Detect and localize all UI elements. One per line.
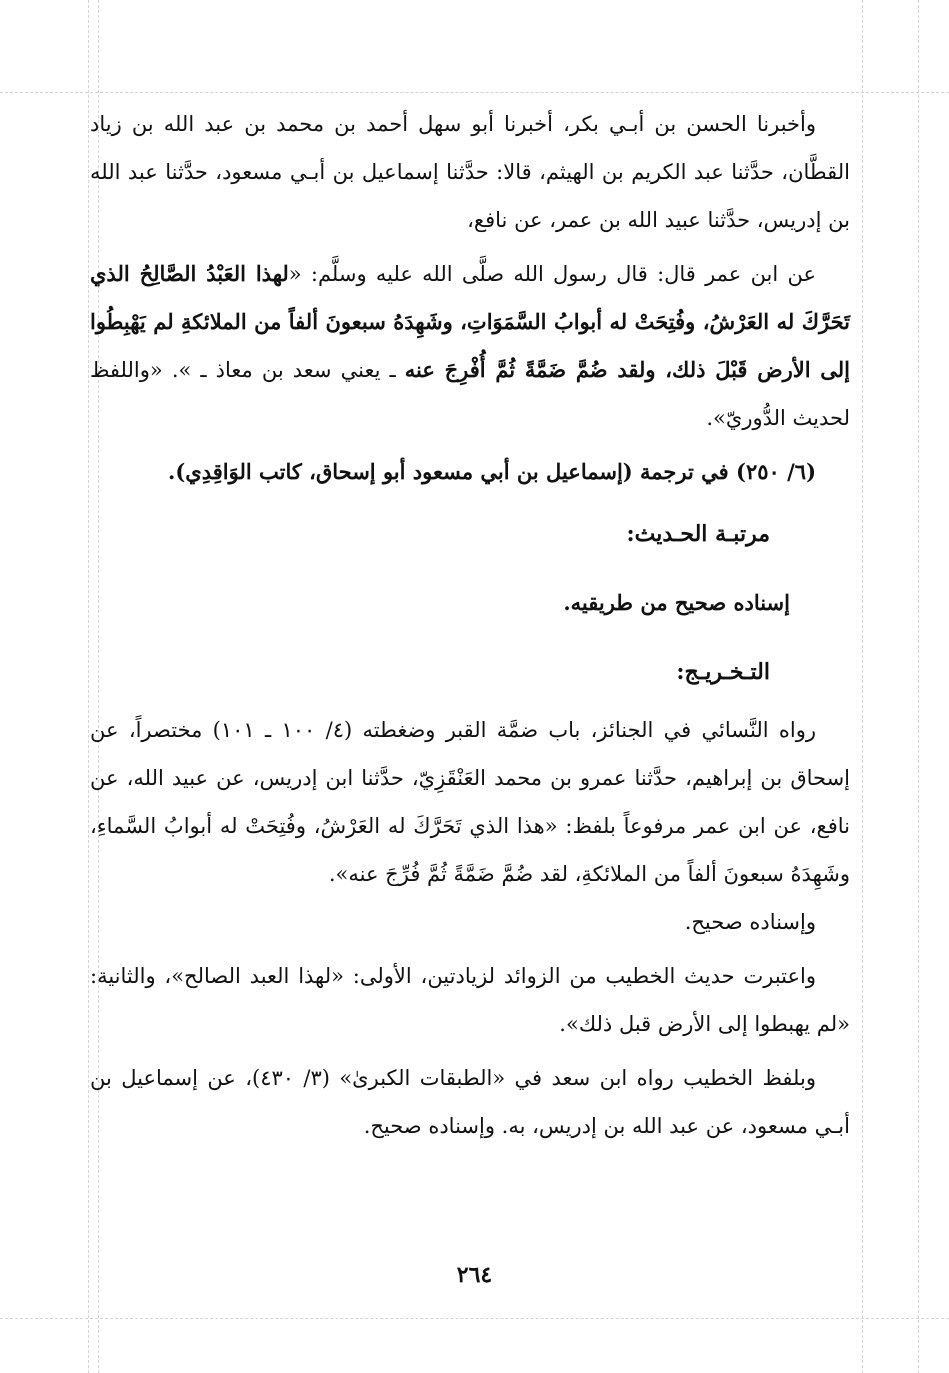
margin-guide-bottom (0, 1318, 949, 1319)
page-body (90, 100, 850, 1150)
isnad-grade: وإسناده صحيح. (684, 910, 816, 934)
takhrij-paragraph: رواه النَّسائي في الجنائز، باب ضمَّة القبر وضغطته (٤/ ١٠٠ ـ ١٠١) مختصراً، عن إسحاق بن إبراهيم، حدَّثنا عمرو بن محمد العَنْقَزِيّ، حدَّثنا ابن إدريس، عن عبيد الله، عن نافع، عن ابن عمر مرفوعاً بلفظ: «هذا الذي تَحَرَّكَ له العَرْشُ، وفُتِحَتْ له أبوابُ السَّماءِ، وشَهِدَهُ سبعونَ ألفاً من الملائكةِ، لقد ضُمَّ ضَمَّةً ثُمَّ فُرِّجَ عنه». (90, 718, 850, 886)
margin-guide-right-outer (918, 0, 919, 1373)
hadith-intro: عن ابن عمر قال: قال رسول الله صلَّى الله عليه وسلَّم: « (288, 262, 816, 286)
zawaid-note: واعتبرت حديث الخطيب من الزوائد لزيادتين، الأولى: «لهذا العبد الصالح»، والثانية: «لم يهبطوا إلى الأرض قبل ذلك». (90, 964, 850, 1036)
margin-guide-top (0, 92, 949, 93)
page-number: ٢٦٤ (456, 1262, 493, 1288)
margin-guide-right (862, 0, 863, 1373)
hadith-paragraph (90, 250, 850, 442)
grading-text: إسناده صحيح من طريقيه. (563, 590, 790, 615)
source-reference: (٦/ ٢٥٠) في ترجمة (إسماعيل بن أبي مسعود أبو إسحاق، كاتب الوَاقِدِي). (168, 459, 816, 484)
ibn-saad-note: وبلفظ الخطيب رواه ابن سعد في «الطبقات الكبرىٰ» (٣/ ٤٣٠)، عن إسماعيل بن أبـي مسعود، عن عبد الله بن إدريس، به. وإسناده صحيح. (90, 1066, 850, 1138)
section-heading-takhrij: التـخـريـج: (676, 659, 770, 685)
margin-guide-left (88, 0, 89, 1373)
section-heading-grading: مرتبـة الحـديث: (626, 521, 770, 547)
isnad-paragraph: وأخبرنا الحسن بن أبـي بكر، أخبرنا أبو سهل أحمد بن محمد بن عبد الله بن زياد القطَّان، حدَّثنا عبد الكريم بن الهيثم، قالا: حدَّثنا إسماعيل بن أبـي مسعود، حدَّثنا عبد الله بن إدريس، حدَّثنا عبيد الله بن عمر، عن نافع، (90, 112, 850, 232)
hadith-tail: ـ يعني سعد بن معاذ ـ ». «واللفظ لحديث الدُّوريّ». (90, 358, 850, 430)
hadith-text: لهذا العَبْدُ الصَّالِحُ الذي تَحَرَّكَ له العَرْشُ، وفُتِحَتْ له أبوابُ السَّمَوَاتِ، وشَهِدَهُ سبعونَ ألفاً من الملائكةِ لم يَهْبِطُوا إلى الأرض قَبْلَ ذلك، ولقد ضُمَّ ضَمَّةً ثُمَّ أُفْرِجَ عنه (90, 261, 850, 382)
